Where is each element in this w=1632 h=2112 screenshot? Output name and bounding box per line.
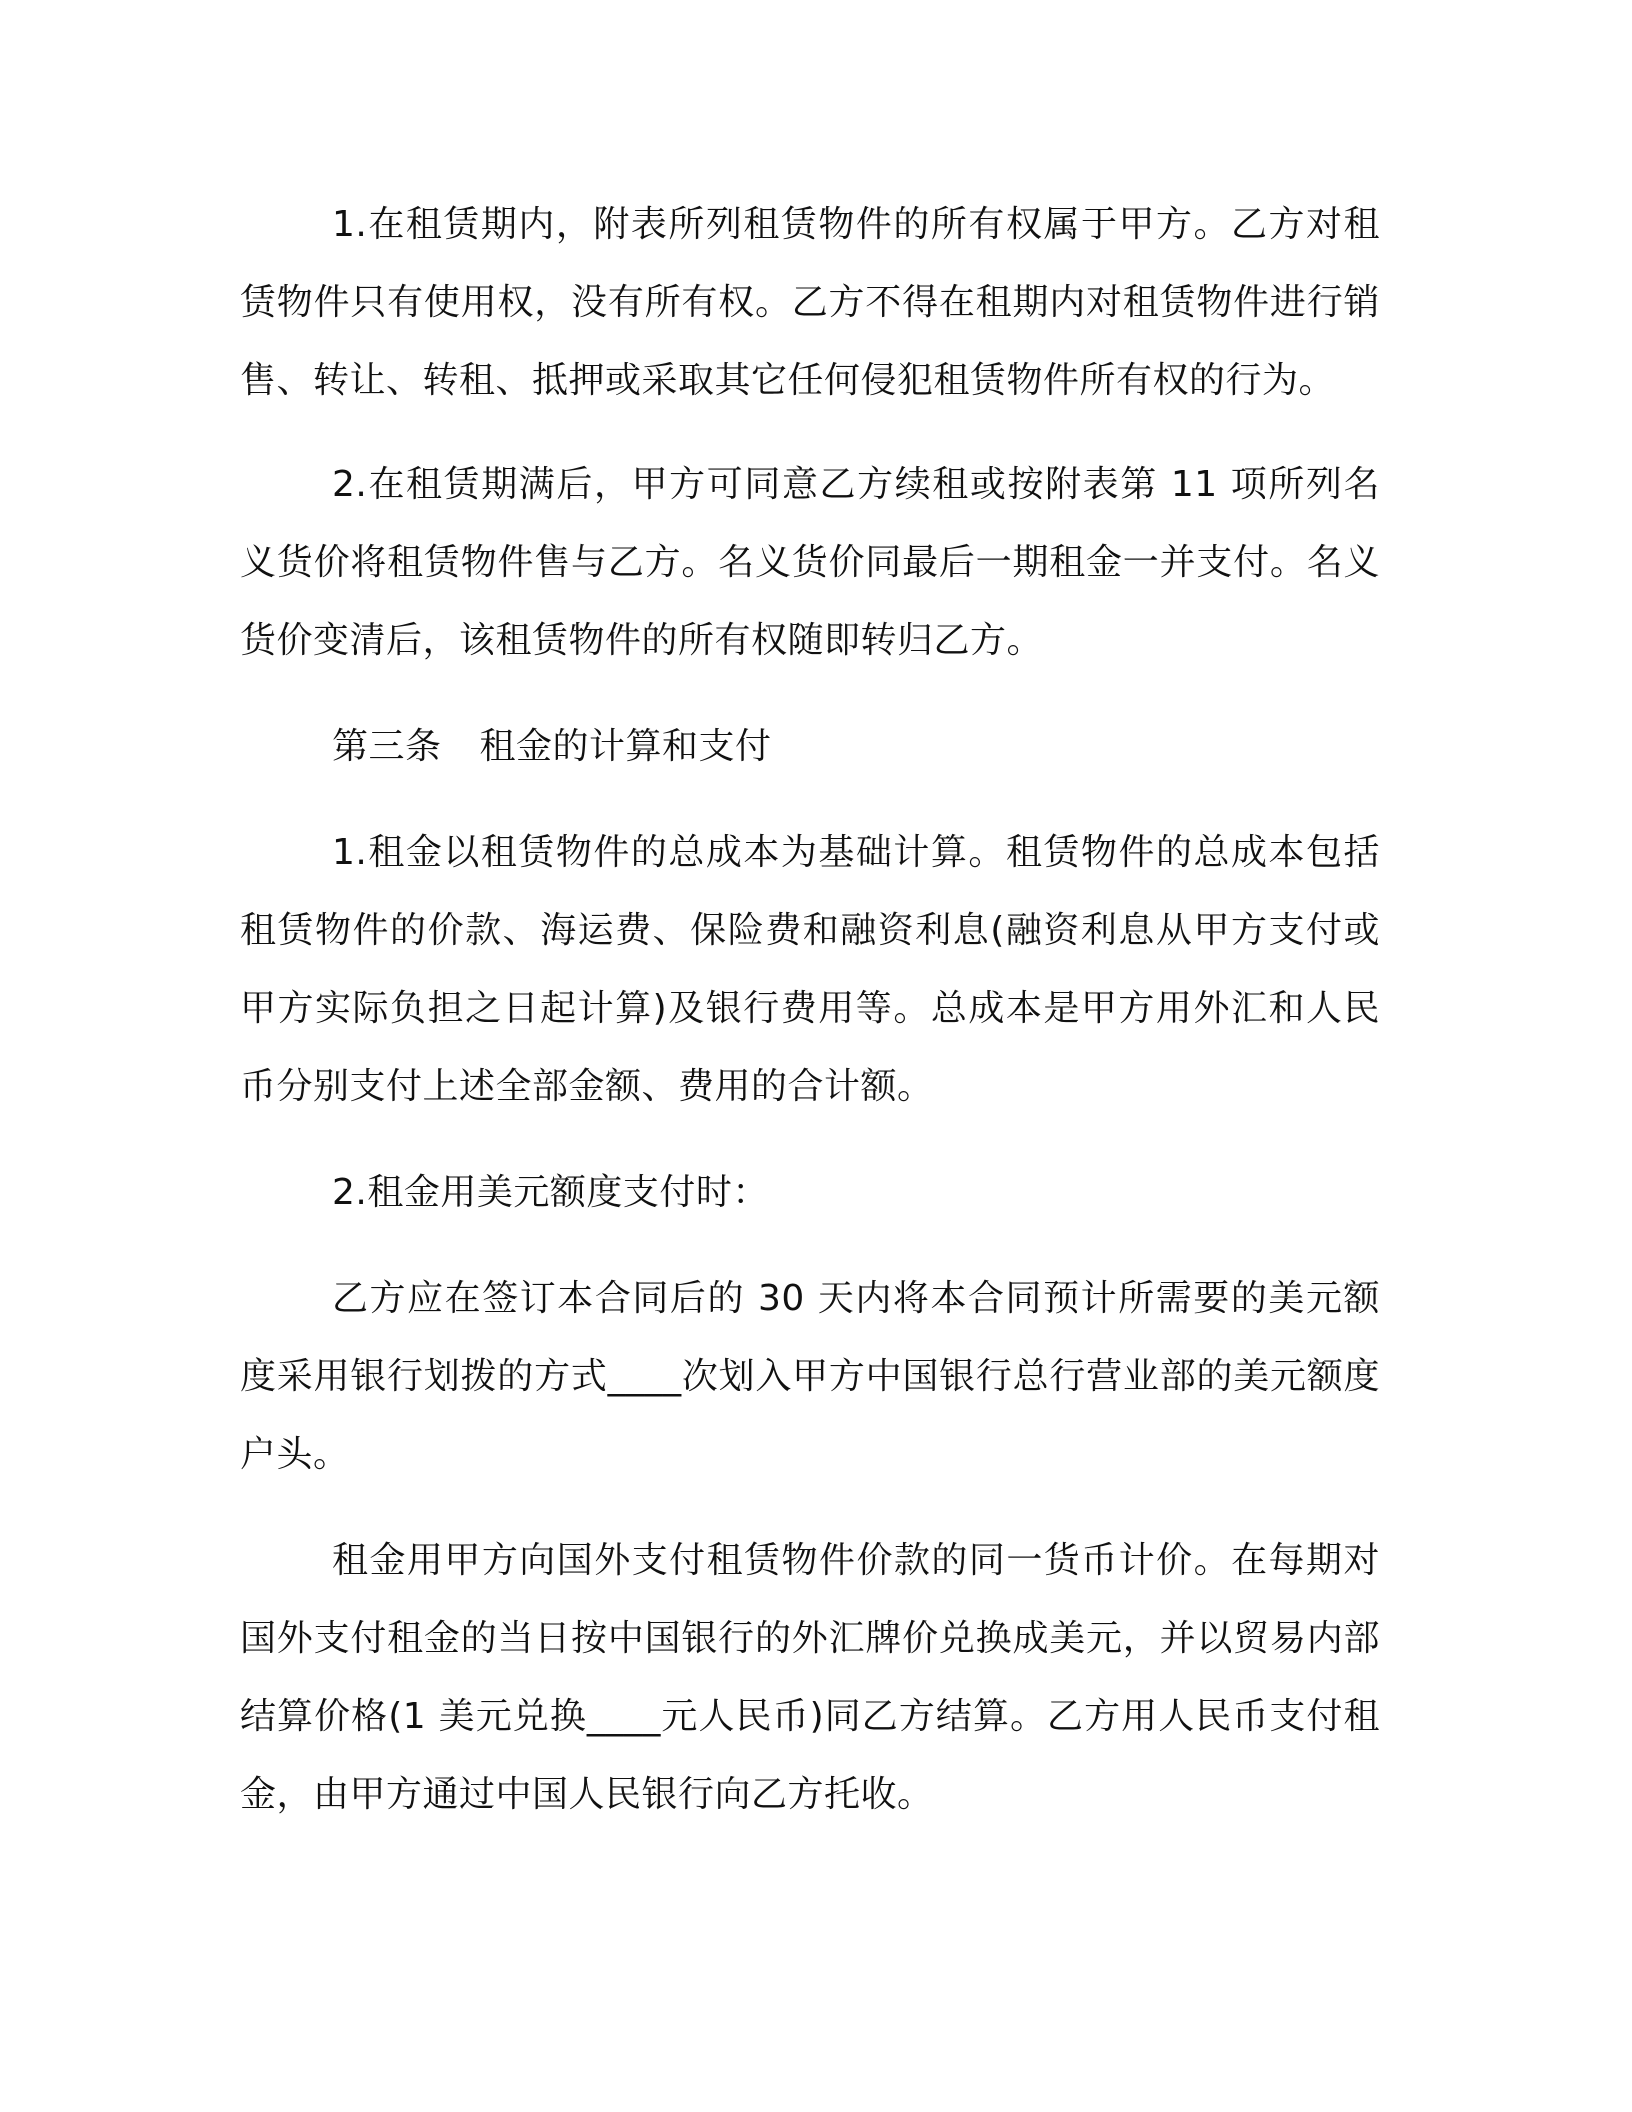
article-number: 第三条 [332, 726, 442, 767]
paragraph-rent-basis: 1.租金以租赁物件的总成本为基础计算。租赁物件的总成本包括租赁物件的价款、海运费、保险费和融资利息(融资利息从甲方支付或甲方实际负担之日起计算)及银行费用等。总成本是甲方用外汇和人民币分别支付上述全部金额、费用的合计额。 [240, 832, 1380, 1107]
paragraph-usd-quota-transfer: 乙方应在签订本合同后的 30 天内将本合同预计所需要的美元额度采用银行划拨的方式____次划入甲方中国银行总行营业部的美元额度户头。 [240, 1278, 1380, 1475]
paragraph-currency-settlement: 租金用甲方向国外支付租赁物件价款的同一货币计价。在每期对国外支付租金的当日按中国银行的外汇牌价兑换成美元，并以贸易内部结算价格(1 美元兑换____元人民币)同乙方结算。乙方用人民币支付租金，由甲方通过中国人民银行向乙方托收。 [240, 1540, 1380, 1815]
article-title: 租金的计算和支付 [479, 726, 772, 767]
article-heading [240, 708, 1380, 786]
paragraph-lease-expiry: 2.在租赁期满后，甲方可同意乙方续租或按附表第 11 项所列名义货价将租赁物件售与乙方。名义货价同最后一期租金一并支付。名义货价变清后，该租赁物件的所有权随即转归乙方。 [240, 464, 1380, 661]
paragraph-usd-payment: 2.租金用美元额度支付时： [332, 1172, 769, 1213]
paragraph-ownership: 1.在租赁期内，附表所列租赁物件的所有权属于甲方。乙方对租赁物件只有使用权，没有所有权。乙方不得在租期内对租赁物件进行销售、转让、转租、抵押或采取其它任何侵犯租赁物件所有权的行为。 [240, 204, 1380, 401]
document-page [240, 186, 1380, 1834]
